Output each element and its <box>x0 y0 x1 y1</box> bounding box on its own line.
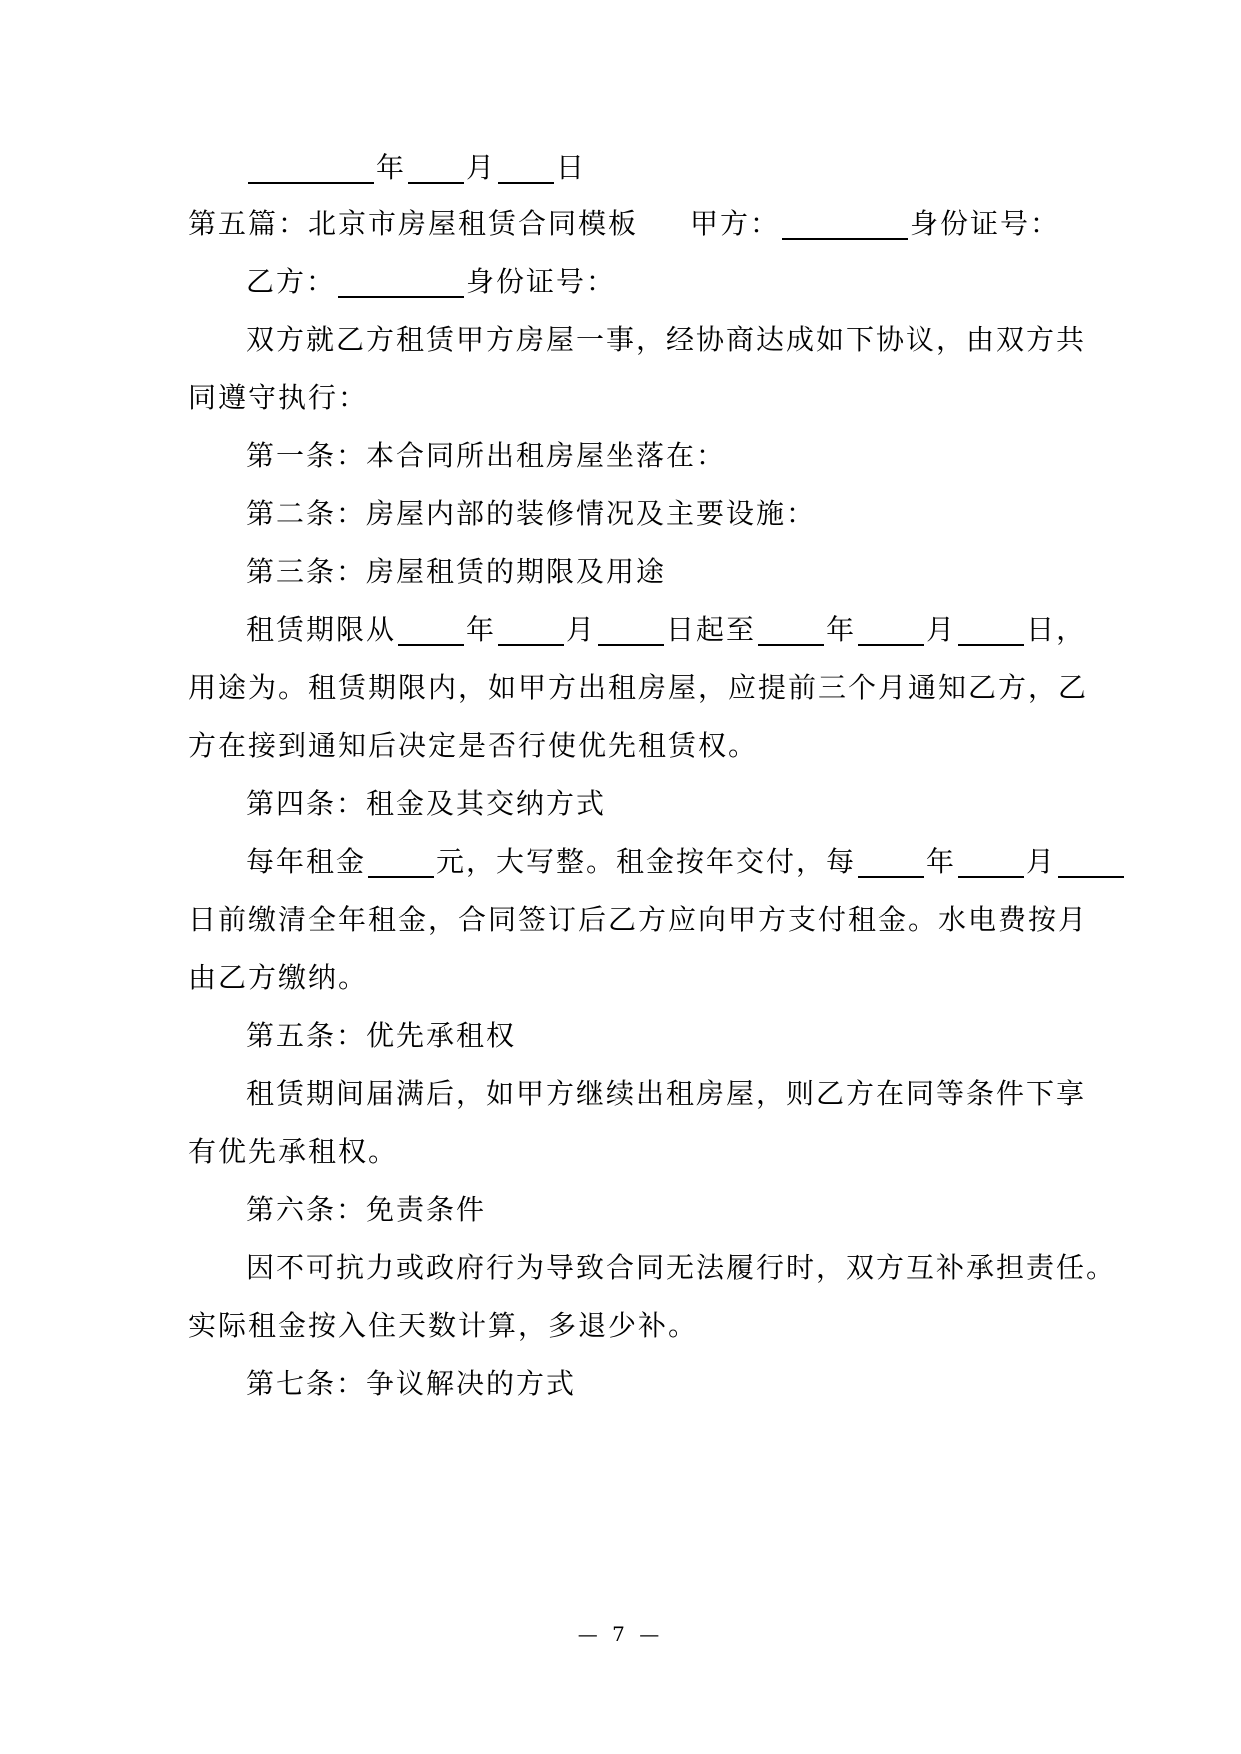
rent-day-blank <box>1058 846 1124 878</box>
rent-prefix: 每年租金 <box>246 845 367 878</box>
term-day-blank <box>598 614 664 646</box>
rent-mid: 元，大写整。租金按年交付，每 <box>436 845 857 878</box>
party-a-blank <box>782 208 908 240</box>
article-6-text-1: 因不可抗力或政府行为导致合同无法履行时，双方互补承担责任。 <box>246 1251 1117 1284</box>
intro-line-1: 双方就乙方租赁甲方房屋一事，经协商达成如下协议，由双方共 <box>246 323 1087 356</box>
term-day-from-label: 日起至 <box>666 613 757 646</box>
article-5-text-1: 租赁期间届满后，如甲方继续出租房屋，则乙方在同等条件下享 <box>246 1077 1087 1110</box>
rent-line <box>246 842 1126 882</box>
rent-month-blank <box>958 846 1024 878</box>
rent-year-label: 年 <box>926 845 957 878</box>
term-year-label: 年 <box>466 613 497 646</box>
month-blank <box>408 152 464 184</box>
lease-term-line-2: 用途为。租赁期限内，如甲方出租房屋，应提前三个月通知乙方，乙 <box>188 671 1089 704</box>
day-label: 日 <box>556 151 587 184</box>
party-a-label: 甲方： <box>690 207 781 240</box>
term-year2-label: 年 <box>826 613 857 646</box>
month-label: 月 <box>466 151 497 184</box>
rent-amount-blank <box>368 846 434 878</box>
term-year2-blank <box>758 614 824 646</box>
article-5: 第五条：优先承租权 <box>246 1019 517 1052</box>
term-month2-blank <box>858 614 924 646</box>
party-b-blank <box>338 266 464 298</box>
year-label: 年 <box>376 151 407 184</box>
year-blank <box>248 152 374 184</box>
rent-line-3: 由乙方缴纳。 <box>188 961 369 994</box>
article-1: 第一条：本合同所出租房屋坐落在： <box>246 439 727 472</box>
party-b-id-label: 身份证号： <box>466 265 617 298</box>
heading-line <box>188 204 1060 244</box>
day-blank <box>498 152 554 184</box>
term-day2-label: 日， <box>1026 613 1087 646</box>
article-7: 第七条：争议解决的方式 <box>246 1367 577 1400</box>
term-month-blank <box>498 614 564 646</box>
term-month2-label: 月 <box>926 613 957 646</box>
party-a-id-label: 身份证号： <box>910 207 1061 240</box>
lease-term-line <box>246 610 1086 650</box>
document-title: 第五篇：北京市房屋租赁合同模板 <box>188 207 639 240</box>
term-prefix: 租赁期限从 <box>246 613 397 646</box>
lease-term-line-3: 方在接到通知后决定是否行使优先租赁权。 <box>188 729 759 762</box>
article-6: 第六条：免责条件 <box>246 1193 487 1226</box>
term-year-blank <box>398 614 464 646</box>
article-6-text-2: 实际租金按入住天数计算，多退少补。 <box>188 1309 699 1342</box>
article-4: 第四条：租金及其交纳方式 <box>246 787 607 820</box>
date-line <box>246 148 586 188</box>
rent-line-2: 日前缴清全年租金，合同签订后乙方应向甲方支付租金。水电费按月 <box>188 903 1089 936</box>
article-2: 第二条：房屋内部的装修情况及主要设施： <box>246 497 817 530</box>
party-b-label: 乙方： <box>246 265 337 298</box>
term-month-label: 月 <box>566 613 597 646</box>
term-day2-blank <box>958 614 1024 646</box>
article-5-text-2: 有优先承租权。 <box>188 1135 399 1168</box>
page-number: — 7 — <box>577 1622 664 1646</box>
article-3: 第三条：房屋租赁的期限及用途 <box>246 555 667 588</box>
rent-month-label: 月 <box>1026 845 1057 878</box>
party-b-line <box>246 262 616 302</box>
intro-line-2: 同遵守执行： <box>188 381 369 414</box>
rent-year-blank <box>858 846 924 878</box>
